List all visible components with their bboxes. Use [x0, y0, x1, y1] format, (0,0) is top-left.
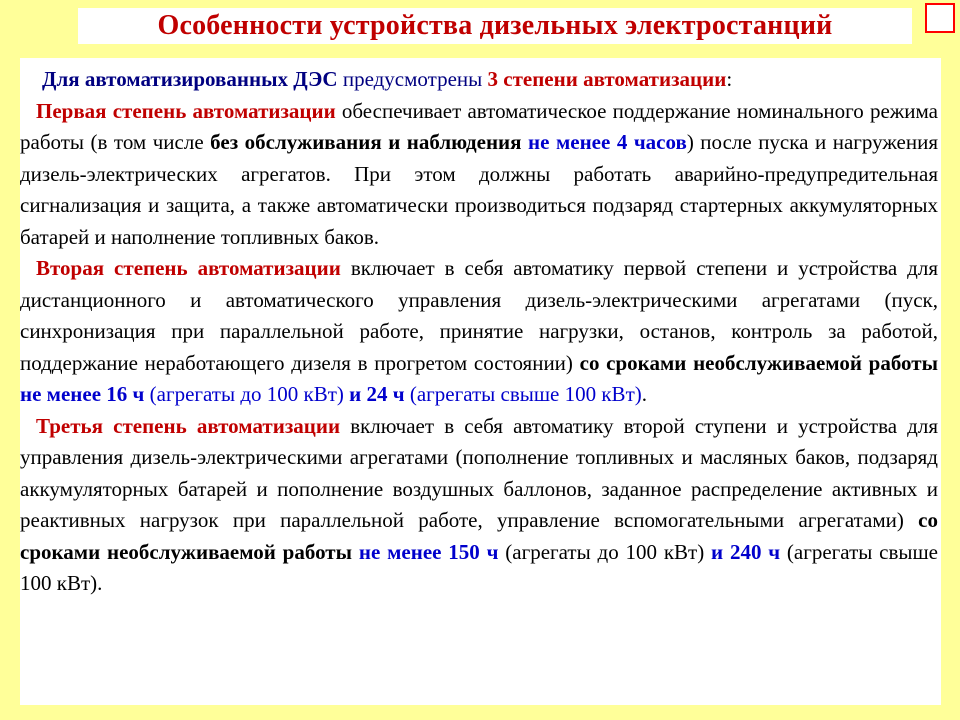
second-degree-note-small: (агрегаты до 100 кВт): [149, 382, 344, 406]
second-degree-duration-16: не менее 16 ч: [20, 382, 145, 406]
slide-title: Особенности устройства дизельных электростанций: [157, 10, 833, 41]
second-degree-text: включает в себя автоматику первой степени и устройства для дистанционного и автоматического управления дизель-электрическими агрегатами (пуск, синхронизация при параллельной работе, принятие нагрузки, останов, контроль за работой, поддержание неработающего дизеля в прогретом состоянии): [20, 256, 938, 375]
paragraph-second-degree: [20, 253, 938, 411]
third-degree-note-large: (агрегаты свыше 100 кВт).: [20, 539, 939, 595]
paragraph-third-degree: [20, 411, 938, 600]
third-degree-duration-240: и 240 ч: [711, 539, 781, 564]
third-degree-unattended: со сроками необслуживаемой работы: [20, 508, 938, 564]
second-degree-period: .: [641, 382, 647, 406]
title-bar: [78, 8, 912, 44]
intro-subject: Для автоматизированных ДЭС: [42, 67, 338, 91]
second-degree-note-large: (агрегаты свыше 100 кВт): [409, 382, 642, 406]
third-degree-text: включает в себя автоматику второй ступени и устройства для управления дизель-электрическими агрегатами (пополнение топливных и масляных баков, подзаряд аккумуляторных батарей и пополнение воздушных баллонов, заданное распределение активных и реактивных нагрузок при параллельной работе, управление вспомогательными агрегатами): [20, 413, 938, 532]
third-degree-space: [352, 540, 359, 564]
second-degree-heading: Вторая степень автоматизации: [36, 256, 341, 280]
intro-degrees-count: 3 степени автоматизации: [487, 67, 727, 91]
second-degree-unattended: со сроками необслуживаемой работы: [579, 350, 938, 375]
paragraph-first-degree: [20, 96, 938, 254]
content-panel: [20, 58, 941, 705]
first-degree-heading: Первая степень автоматизации: [36, 98, 336, 123]
third-degree-heading: Третья степень автоматизации: [36, 413, 341, 438]
first-degree-duration: не менее 4 часов: [528, 130, 687, 154]
intro-text: предусмотрены: [337, 67, 488, 91]
first-degree-text: обеспечивает автоматическое поддержание номинального режима работы (в том числе: [20, 98, 938, 154]
intro-paragraph: [20, 64, 938, 96]
first-degree-unattended: без обслуживания и наблюдения: [210, 130, 522, 154]
slide-corner-box: [925, 3, 955, 33]
second-degree-duration-24: и 24 ч: [349, 382, 405, 406]
third-degree-note-small: (агрегаты до 100 кВт): [498, 539, 712, 564]
intro-colon: :: [726, 67, 733, 91]
first-degree-rest: ) после пуска и нагружения дизель-электрических агрегатов. При этом должны работать аварийно-предупредительная сигнализация и защита, а также автоматически производиться подзаряд стартерных аккумуляторных батарей и наполнение топливных баков.: [20, 130, 939, 249]
third-degree-duration-150: не менее 150 ч: [358, 539, 499, 564]
